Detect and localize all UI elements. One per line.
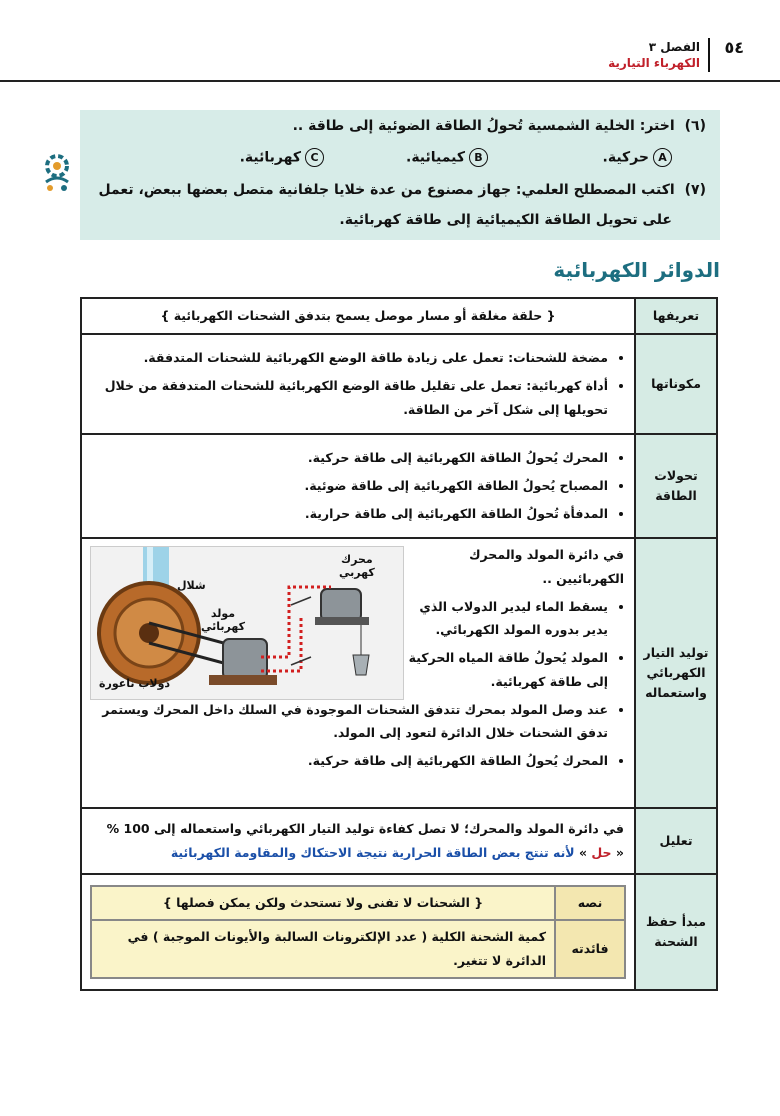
energy-item-1: • المحرك يُحولُ الطاقة الكهربائية إلى طاقة حركية. [92, 446, 608, 470]
definition-text: { حلقة مغلقة أو مسار موصل يسمح بتدفق الشحنات الكهربائية } [81, 298, 635, 334]
label-generator: مولد كهربائي [201, 607, 246, 634]
label-generation-line2: الكهربائي [646, 665, 706, 680]
label-generation-line1: توليد التيار [643, 645, 709, 660]
label-components: مكوناتها [635, 334, 717, 434]
conservation-benefit-row [91, 920, 625, 978]
label-energy-line1: تحولات [654, 468, 698, 483]
conservation-inner-table [90, 885, 626, 978]
statement-label: نصه [555, 886, 625, 920]
generator-motor-diagram [90, 546, 404, 700]
review-questions-box [80, 110, 720, 240]
chapter-title: الفصل ٣ [648, 40, 700, 54]
header-divider [708, 38, 710, 72]
question-7-line1: اكتب المصطلح العلمي: جهاز مصنوع من عدة خلايا جلفانية متصل بعضها ببعض، تعمل [98, 182, 675, 198]
option-a-circle: A [653, 148, 672, 167]
question-7-number: (٧) [684, 182, 706, 198]
benefit-label: فائدته [555, 920, 625, 978]
answer-text: لأنه تنتج بعض الطاقة الحرارية نتيجة الاحتكاك والمقاومة الكهربائية [170, 845, 575, 860]
question-6-text: اختر: الخلية الشمسية تُحولُ الطاقة الضوئية إلى طاقة .. [292, 118, 675, 134]
label-conservation [635, 874, 717, 990]
row-components [81, 334, 717, 434]
label-motor: محرك كهربي [339, 553, 375, 580]
label-explain: تعليل [635, 808, 717, 874]
conservation-statement-row [91, 886, 625, 920]
option-c-circle: C [305, 148, 324, 167]
label-waterfall: شلال [177, 579, 206, 592]
row-explain [81, 808, 717, 874]
explain-question: في دائرة المولد والمحرك؛ لا تصل كفاءة توليد التيار الكهربائي واستعماله إلى 100 % [106, 821, 624, 837]
generation-item-1: • يسقط الماء ليدير الدولاب الذي يدير بدوره المولد الكهربائي. [398, 595, 608, 643]
benefit-text: كمية الشحنة الكلية ( عدد الإلكترونات السالبة والأيونات الموجبة ) في الدائرة لا تتغير. [91, 920, 555, 978]
question-7-line2: على تحويل الطاقة الكيميائية إلى طاقة كهربائية. [339, 212, 672, 228]
label-definition: تعريفها [635, 298, 717, 334]
label-generation [635, 538, 717, 808]
label-conservation-line1: مبدأ حفظ [645, 914, 707, 929]
components-item-2: • أداة كهربائية: تعمل على تقليل طاقة الوضع الكهربائية للشحنات المتدفقة من خلال تحويلها إلى شكل آخر من الطاقة. [92, 374, 608, 422]
generation-item-4: • المحرك يُحولُ الطاقة الكهربائية إلى طاقة حركية. [92, 749, 608, 773]
section-title: الدوائر الكهربائية [553, 258, 720, 282]
header-rule [0, 80, 780, 82]
label-energy-line2: الطاقة [655, 488, 697, 503]
label-conservation-line2: الشحنة [654, 934, 698, 949]
generation-intro: في دائرة المولد والمحرك الكهربائيين .. [469, 547, 624, 586]
page-number: ٥٤ [724, 38, 744, 57]
option-a[interactable] [603, 148, 672, 167]
conservation-content [81, 874, 635, 990]
label-water-wheel: دولاب ناعورة [99, 677, 171, 690]
components-content [81, 334, 635, 434]
row-definition [81, 298, 717, 334]
option-c-text: كهربائية. [239, 149, 301, 166]
row-energy [81, 434, 717, 538]
label-energy [635, 434, 717, 538]
gear-icon [40, 150, 74, 194]
answer-label: حل [591, 845, 612, 860]
label-generation-line3: واستعماله [645, 685, 707, 700]
generation-item-3: • عند وصل المولد بمحرك تتدفق الشحنات الموجودة في السلك داخل المحرك ويستمر تدفق الشحنات خلال الدائرة لتعود إلى المولد. [92, 698, 608, 746]
explain-answer: « حل » لأنه تنتج بعض الطاقة الحرارية نتيجة الاحتكاك والمقاومة الكهربائية [170, 845, 624, 860]
question-6-number: (٦) [684, 118, 706, 134]
chapter-subtitle: الكهرباء التيارية [608, 56, 700, 70]
generation-item-2: • المولد يُحولُ طاقة المياه الحركية إلى طاقة كهربائية. [398, 646, 608, 694]
energy-item-2: • المصباح يُحولُ الطاقة الكهربائية إلى طاقة ضوئية. [92, 474, 608, 498]
statement-text: { الشحنات لا تفنى ولا تستحدث ولكن يمكن فصلها } [91, 886, 555, 920]
explain-content [81, 808, 635, 874]
row-conservation [81, 874, 717, 990]
energy-item-3: • المدفأة تُحولُ الطاقة الكهربائية إلى طاقة حرارية. [92, 502, 608, 526]
question-6 [293, 118, 706, 134]
energy-content [81, 434, 635, 538]
option-b-circle: B [469, 148, 488, 167]
option-b[interactable] [406, 148, 488, 167]
components-item-1: • مضخة للشحنات: تعمل على زيادة طاقة الوضع الكهربائية للشحنات المتدفقة. [92, 346, 608, 370]
option-a-text: حركية. [602, 149, 649, 166]
option-c[interactable] [240, 148, 324, 167]
question-7 [99, 182, 706, 198]
option-b-text: كيميائية. [406, 149, 465, 166]
